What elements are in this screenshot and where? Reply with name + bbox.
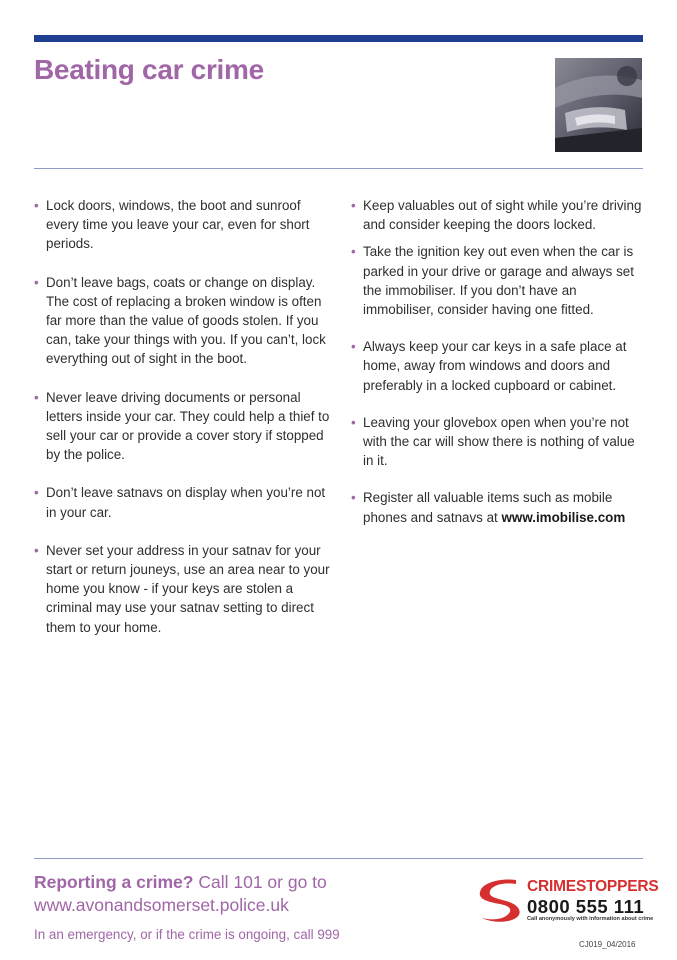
tip-driving-documents: • Never leave driving documents or personal letters inside your car. They could help a thief to sell your car or provide a cover story if stopped by the police. (34, 388, 334, 465)
tips-right-column (351, 196, 643, 545)
tip-valuables-out-of-sight: • Keep valuables out of sight while you’re driving and consider keeping the doors locked. (351, 196, 643, 234)
car-interior-photo (555, 58, 642, 152)
tip-glovebox: • Leaving your glovebox open when you’re not with the car will show there is nothing of value in it. (351, 413, 643, 471)
register-text: Register all valuable items such as mobile phones and satnavs at (363, 490, 613, 525)
reporting-info (34, 871, 474, 917)
emergency-note: In an emergency, or if the crime is ongoing, call 999 (34, 927, 340, 942)
tip-lock-doors: • Lock doors, windows, the boot and sunroof every time you leave your car, even for short periods. (34, 196, 334, 254)
tip-car-keys-safe: • Always keep your car keys in a safe place at home, away from windows and doors and preferably in a locked cupboard or cabinet. (351, 337, 643, 395)
imobilise-link[interactable]: www.imobilise.com (501, 509, 626, 525)
brand-crime: CRIME (527, 878, 576, 895)
top-navy-bar (34, 35, 643, 42)
document-code: CJ019_04/2016 (579, 940, 636, 949)
tips-left-column (34, 196, 334, 656)
page-title: Beating car crime (34, 54, 264, 85)
report-lead: Reporting a crime? (34, 872, 194, 892)
tip-satnav-address: • Never set your address in your satnav for your start or return jouneys, use an area near to your home you know - if your keys are stolen a criminal may use your satnav setting to direct them to your home. (34, 541, 334, 637)
crimestoppers-brand (527, 878, 658, 896)
brand-stoppers: STOPPERS (575, 878, 659, 895)
police-website-link[interactable]: www.avonandsomerset.police.uk (34, 895, 289, 915)
tip-satnav-display: • Don’t leave satnavs on display when you’re not in your car. (34, 483, 334, 521)
footer-divider (34, 858, 643, 859)
report-call: Call 101 or go to (193, 872, 327, 892)
tip-register-items (351, 488, 643, 526)
crimestoppers-tagline: Call anonymously with information about crime (527, 916, 654, 922)
crimestoppers-phone: 0800 555 111 (527, 896, 645, 917)
header-divider (34, 168, 643, 169)
tip-no-bags-on-display: • Don’t leave bags, coats or change on display. The cost of replacing a broken window is often far more than the value of goods stolen. If you can, take your things with you. If you can’t, lock everything out of sight in the boot. (34, 273, 334, 369)
tip-ignition-key: • Take the ignition key out even when the car is parked in your drive or garage and always set the immobiliser. If you don’t have an immobiliser, consider having one fitted. (351, 242, 643, 319)
